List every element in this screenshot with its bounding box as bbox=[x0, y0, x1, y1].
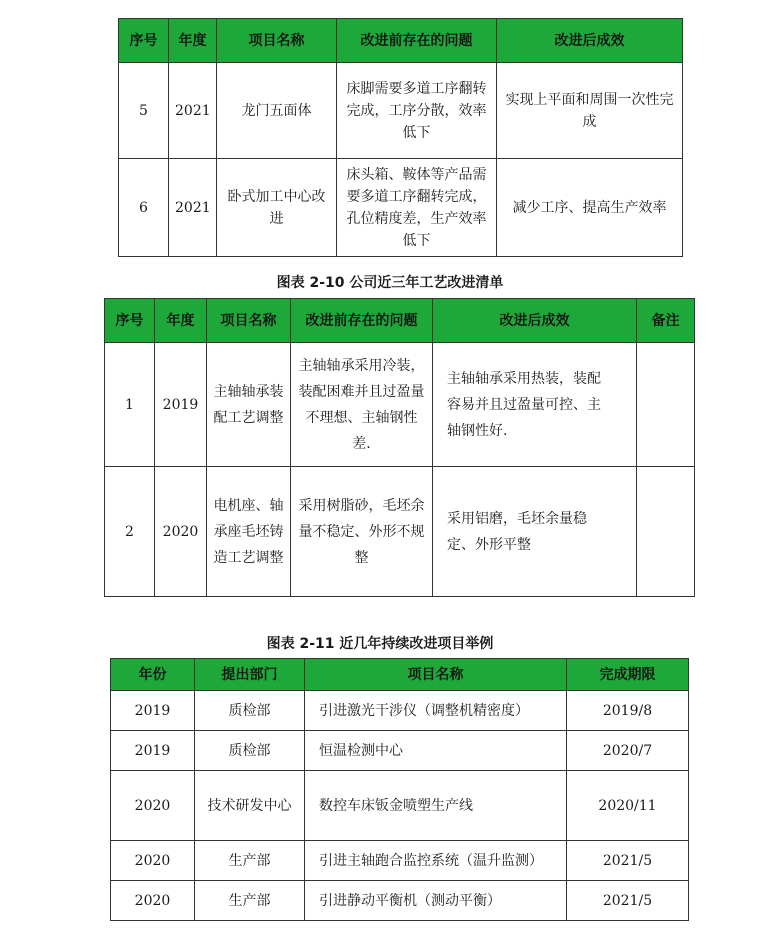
caption-table-2-11: 图表 2-11 近几年持续改进项目举例 bbox=[266, 636, 494, 652]
table-continuous-improvement-examples bbox=[110, 658, 689, 921]
cell-project-name: 主轴轴承装配工艺调整 bbox=[207, 343, 291, 467]
cell-deadline: 2021/5 bbox=[567, 881, 689, 921]
table-process-improvement-list bbox=[104, 298, 695, 597]
table-process-improvement-top bbox=[118, 18, 683, 257]
col-header-problem-before: 改进前存在的问题 bbox=[291, 299, 433, 343]
cell-department: 生产部 bbox=[195, 881, 305, 921]
cell-project-name: 引进主轴跑合监控系统（温升监测） bbox=[305, 841, 567, 881]
col-header-result-after: 改进后成效 bbox=[433, 299, 637, 343]
cell-year: 2021 bbox=[169, 63, 217, 159]
caption-table-2-10: 图表 2-10 公司近三年工艺改进清单 bbox=[276, 275, 504, 291]
col-header-project-name: 项目名称 bbox=[217, 19, 337, 63]
cell-department: 质检部 bbox=[195, 731, 305, 771]
cell-index: 2 bbox=[105, 467, 155, 597]
col-header-project-name: 项目名称 bbox=[207, 299, 291, 343]
cell-year: 2019 bbox=[111, 691, 195, 731]
cell-result: 采用铝磨，毛坯余量稳定、外形平整 bbox=[433, 467, 637, 597]
cell-year: 2020 bbox=[111, 841, 195, 881]
table-header-row bbox=[111, 659, 689, 691]
col-header-index: 序号 bbox=[105, 299, 155, 343]
cell-project-name: 恒温检测中心 bbox=[305, 731, 567, 771]
table-row bbox=[119, 159, 683, 257]
cell-remarks bbox=[637, 343, 695, 467]
table-header-row bbox=[105, 299, 695, 343]
col-header-department: 提出部门 bbox=[195, 659, 305, 691]
col-header-index: 序号 bbox=[119, 19, 169, 63]
cell-project-name: 引进激光干涉仪（调整机精密度） bbox=[305, 691, 567, 731]
table-row bbox=[105, 467, 695, 597]
cell-year: 2019 bbox=[111, 731, 195, 771]
col-header-remarks: 备注 bbox=[637, 299, 695, 343]
cell-index: 6 bbox=[119, 159, 169, 257]
col-header-deadline: 完成期限 bbox=[567, 659, 689, 691]
cell-remarks bbox=[637, 467, 695, 597]
cell-problem: 采用树脂砂，毛坯余量不稳定、外形不规整 bbox=[291, 467, 433, 597]
col-header-year: 年度 bbox=[155, 299, 207, 343]
table-row bbox=[111, 771, 689, 841]
table-header-row bbox=[119, 19, 683, 63]
cell-problem: 床脚需要多道工序翻转完成，工序分散，效率低下 bbox=[337, 63, 497, 159]
table-row bbox=[119, 63, 683, 159]
cell-year: 2020 bbox=[155, 467, 207, 597]
col-header-project-name: 项目名称 bbox=[305, 659, 567, 691]
cell-year: 2020 bbox=[111, 881, 195, 921]
cell-index: 1 bbox=[105, 343, 155, 467]
cell-project-name: 数控车床钣金喷塑生产线 bbox=[305, 771, 567, 841]
cell-index: 5 bbox=[119, 63, 169, 159]
cell-project-name: 龙门五面体 bbox=[217, 63, 337, 159]
table-row bbox=[111, 691, 689, 731]
cell-year: 2020 bbox=[111, 771, 195, 841]
col-header-problem-before: 改进前存在的问题 bbox=[337, 19, 497, 63]
cell-project-name: 引进静动平衡机（测动平衡） bbox=[305, 881, 567, 921]
cell-result: 实现上平面和周围一次性完成 bbox=[497, 63, 683, 159]
cell-project-name: 卧式加工中心改进 bbox=[217, 159, 337, 257]
cell-deadline: 2020/11 bbox=[567, 771, 689, 841]
cell-result: 减少工序、提高生产效率 bbox=[497, 159, 683, 257]
col-header-year: 年度 bbox=[169, 19, 217, 63]
cell-deadline: 2020/7 bbox=[567, 731, 689, 771]
cell-department: 技术研发中心 bbox=[195, 771, 305, 841]
table-row bbox=[111, 841, 689, 881]
col-header-result-after: 改进后成效 bbox=[497, 19, 683, 63]
cell-deadline: 2019/8 bbox=[567, 691, 689, 731]
cell-deadline: 2021/5 bbox=[567, 841, 689, 881]
table-row bbox=[111, 731, 689, 771]
table-row bbox=[111, 881, 689, 921]
cell-problem: 床头箱、鞍体等产品需要多道工序翻转完成，孔位精度差，生产效率低下 bbox=[337, 159, 497, 257]
cell-problem: 主轴轴承采用冷装，装配困难并且过盈量不理想、主轴钢性差. bbox=[291, 343, 433, 467]
cell-year: 2019 bbox=[155, 343, 207, 467]
cell-department: 生产部 bbox=[195, 841, 305, 881]
cell-project-name: 电机座、轴承座毛坯铸造工艺调整 bbox=[207, 467, 291, 597]
col-header-year: 年份 bbox=[111, 659, 195, 691]
table-row bbox=[105, 343, 695, 467]
cell-department: 质检部 bbox=[195, 691, 305, 731]
cell-year: 2021 bbox=[169, 159, 217, 257]
cell-result: 主轴轴承采用热装，装配容易并且过盈量可控、主轴钢性好. bbox=[433, 343, 637, 467]
